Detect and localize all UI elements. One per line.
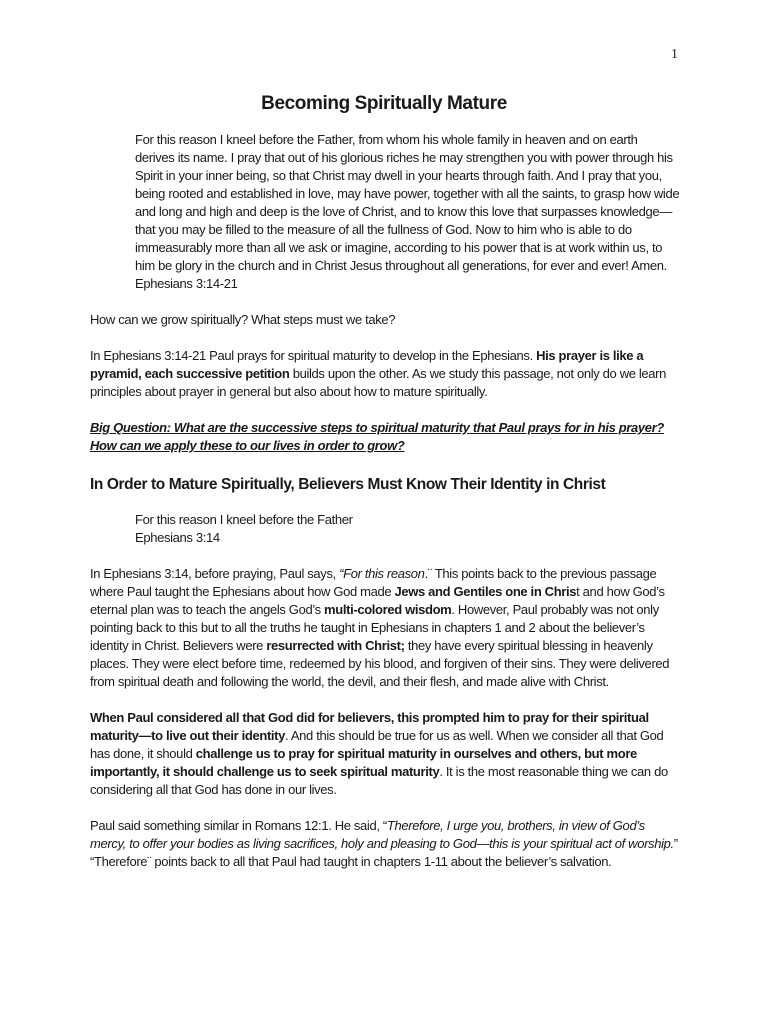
text-run: In Ephesians 3:14, before praying, Paul says,	[90, 566, 340, 581]
big-question: Big Question: What are the successive steps to spiritual maturity that Paul prays for in his prayer? How can we apply these to our lives in order to grow?	[90, 420, 664, 453]
bold-run: challenge us to pray for spiritual maturity in ourselves and others, but more importantly, it should challenge us to seek spiritual maturity	[90, 746, 637, 779]
section-quote-reference: Ephesians 3:14	[135, 530, 220, 545]
text-run: .¨ This points back to the previous passage where Paul taught the Ephesians about how God made	[90, 566, 657, 599]
text-run: . However, Paul probably was not only pointing back to this but to all the truths he taught in Ephesians in chapters 1 and 2 about the believer’s identity in Christ. Believers were	[90, 602, 659, 653]
text-run: t and how God’s eternal plan was to teach the angels God’s	[90, 584, 665, 617]
opening-scripture-quote	[135, 131, 680, 293]
paragraph-romans	[90, 817, 678, 871]
text-run: builds upon the other. As we study this passage, not only do we learn principles about prayer in general but also about how to mature spiritually.	[90, 366, 667, 399]
paragraph-prayer-pyramid	[90, 347, 678, 401]
intro-question: How can we grow spiritually? What steps must we take?	[90, 312, 396, 327]
text-run: . It is the most reasonable thing we can do considering all that God has done in our lives.	[90, 764, 668, 797]
italic-run: “For this reason	[339, 566, 425, 581]
opening-quote-text: For this reason I kneel before the Father, from whom his whole family in heaven and on earth derives its name. I pray that out of his glorious riches he may strengthen you with power through his Spirit in your inner being, so that Christ may dwell in your hearts through faith. And I pray that you, being rooted and established in love, may have power, together with all the saints, to grasp how wide and long and high and deep is the love of Christ, and to know this love that surpasses knowledge—that you may be filled to the measure of all the fullness of God. Now to him who is able to do immeasurably more than all we ask or imagine, according to his power that is at work within us, to him be glory in the church and in Christ Jesus throughout all generations, for ever and ever! Amen.	[135, 132, 680, 273]
page-number: 1	[671, 47, 678, 62]
document-title: Becoming Spiritually Mature	[261, 93, 507, 114]
bold-run: Jews and Gentiles one in Chris	[394, 584, 577, 599]
text-run: ” “Therefore¨ points back to all that Paul had taught in chapters 1-11 about the believer’s salvation.	[90, 836, 678, 869]
bold-run: resurrected with Christ;	[266, 638, 405, 653]
bold-run: When Paul considered all that God did for believers, this prompted him to pray for their spiritual maturity—to live out their identity	[90, 710, 649, 743]
italic-run: Therefore, I urge you, brothers, in view of God’s mercy, to offer your bodies as living sacrifices, holy and pleasing to God—this is your spiritual act of worship.	[90, 818, 674, 851]
bold-run: multi-colored wisdom	[324, 602, 452, 617]
section-heading: In Order to Mature Spiritually, Believers Must Know Their Identity in Christ	[90, 476, 606, 493]
text-run: . And this should be true for us as well. When we consider all that God has done, it should	[90, 728, 664, 761]
section-scripture-quote	[135, 511, 678, 547]
bold-run: His prayer is like a pyramid, each successive petition	[90, 348, 644, 381]
paragraph-consider	[90, 709, 678, 799]
text-run: In Ephesians 3:14-21 Paul prays for spiritual maturity to develop in the Ephesians.	[90, 348, 537, 363]
section-quote-text: For this reason I kneel before the Father	[135, 512, 353, 527]
text-run: they have every spiritual blessing in heavenly places. They were elect before time, redeemed by his blood, and forgiven of their sins. They were delivered from spiritual death and following the world, the devil, and their flesh, and made alive with Christ.	[90, 638, 670, 689]
paragraph-for-this-reason	[90, 565, 678, 691]
opening-quote-reference: Ephesians 3:14-21	[135, 276, 238, 291]
document-body	[90, 92, 678, 871]
text-run: Paul said something similar in Romans 12:1. He said, “	[90, 818, 387, 833]
